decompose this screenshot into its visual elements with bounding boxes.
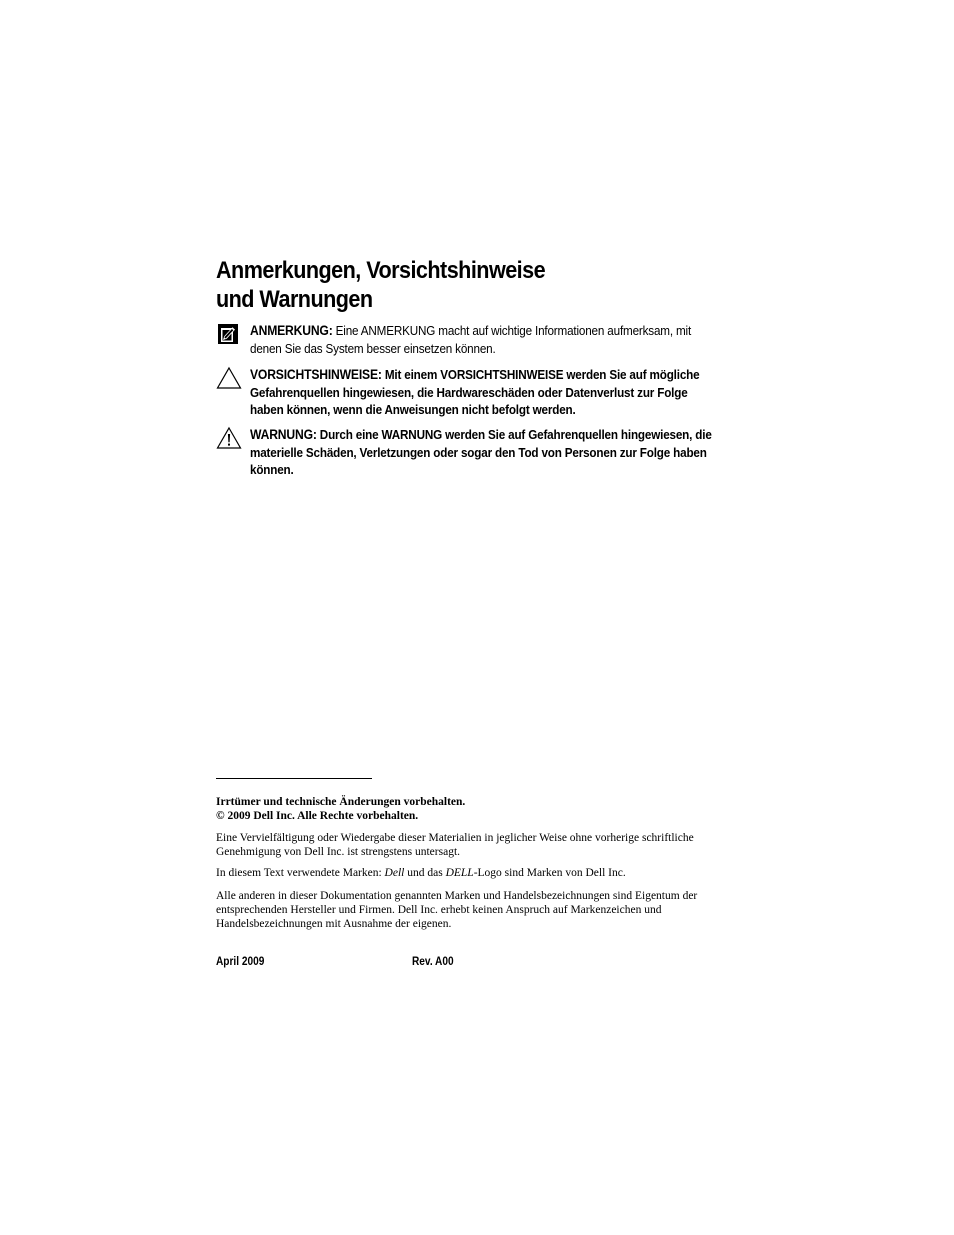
trademark-dell-logo: DELL [445, 867, 474, 879]
legal-disclaimer-block [216, 795, 736, 823]
legal-copyright: © 2009 Dell Inc. Alle Rechte vorbehalten. [216, 810, 419, 822]
trademarks-prefix: In diesem Text verwendete Marken: [216, 867, 385, 879]
footnote-divider [216, 778, 372, 779]
note-text: Eine ANMERKUNG macht auf wichtige Informationen aufmerksam, mit denen Sie das System besser einsetzen können. [250, 323, 692, 356]
trademarks-middle: und das [404, 867, 446, 879]
legal-trademarks [216, 866, 736, 880]
warning-body [250, 426, 718, 479]
page-title-line-1: Anmerkungen, Vorsichtshinweise [216, 257, 546, 284]
caution-text: Mit einem VORSICHTSHINWEISE werden Sie auf mögliche Gefahrenquellen hingewiesen, die Hardwareschäden oder Datenverlust zur Folge haben können, wenn die Anweisungen nicht befolgt werden. [250, 367, 700, 417]
legal-reproduction: Eine Vervielfältigung oder Wiedergabe dieser Materialien in jeglicher Weise ohne vorherige schriftliche Genehmigung von Dell Inc. ist strengstens untersagt. [216, 832, 694, 858]
note-label: ANMERKUNG: [250, 323, 333, 338]
publication-date: April 2009 [216, 956, 265, 968]
warning-text: Durch eine WARNUNG werden Sie auf Gefahrenquellen hingewiesen, die materielle Schäden, Verletzungen oder sogar den Tod von Personen zur Folge haben können. [250, 427, 712, 477]
legal-disclaimer: Irrtümer und technische Änderungen vorbehalten. [216, 796, 466, 808]
page-title [216, 256, 684, 314]
trademark-dell: Dell [384, 867, 405, 879]
legal-other-trademarks: Alle anderen in dieser Dokumentation genannten Marken und Handelsbezeichnungen sind Eigentum der entsprechenden Hersteller und Firmen. Dell Inc. erhebt keinen Anspruch auf Markenzeichen und Handelsbezeichnungen mit Ausnahme der eigenen. [216, 890, 698, 930]
caution-label: VORSICHTSHINWEISE: [250, 367, 382, 382]
warning-label: WARNUNG: [250, 427, 317, 442]
caution-body [250, 366, 718, 419]
revision-number: Rev. A00 [412, 956, 454, 968]
page-title-line-2: und Warnungen [216, 286, 373, 313]
note-pencil-icon [216, 322, 242, 346]
caution-triangle-icon [216, 366, 242, 390]
trademarks-suffix: -Logo sind Marken von Dell Inc. [473, 867, 626, 879]
warning-exclamation-triangle-icon [216, 426, 242, 450]
note-body [250, 322, 718, 357]
